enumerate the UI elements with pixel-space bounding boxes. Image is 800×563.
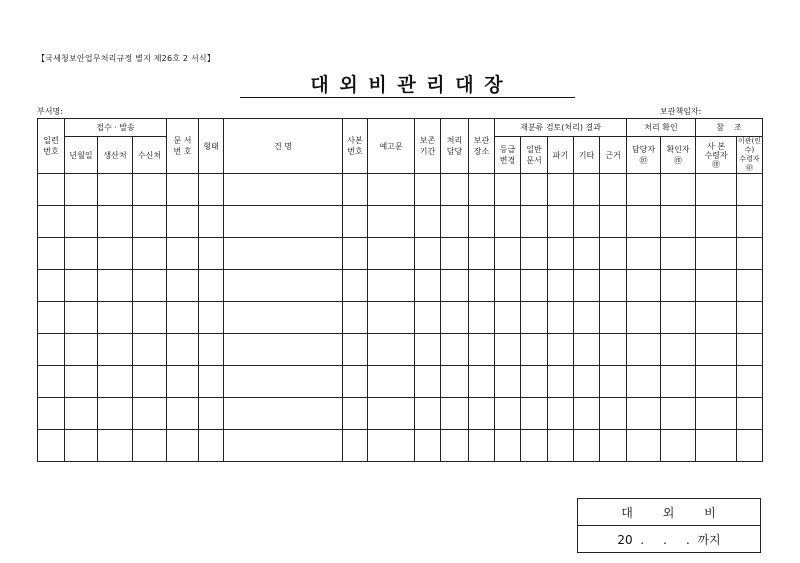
form-reference: 【국세청보안업무처리규정 별지 제26호 2 서식】 [37, 54, 216, 63]
register-cell[interactable] [133, 366, 167, 398]
register-cell[interactable] [133, 430, 167, 462]
register-cell[interactable] [521, 398, 548, 430]
register-cell[interactable] [521, 430, 548, 462]
register-cell[interactable] [574, 174, 600, 206]
register-cell[interactable] [167, 270, 199, 302]
register-row [38, 430, 763, 462]
register-cell[interactable] [415, 302, 441, 334]
register-cell[interactable] [548, 270, 574, 302]
register-cell[interactable] [661, 366, 696, 398]
register-cell[interactable] [495, 270, 521, 302]
register-cell[interactable] [368, 270, 415, 302]
register-cell[interactable] [469, 302, 495, 334]
register-cell[interactable] [696, 366, 737, 398]
register-cell[interactable] [495, 430, 521, 462]
register-cell[interactable] [600, 238, 627, 270]
register-cell[interactable] [98, 334, 133, 366]
register-cell[interactable] [167, 206, 199, 238]
register-cell[interactable] [521, 302, 548, 334]
register-cell[interactable] [224, 302, 343, 334]
register-cell[interactable] [133, 302, 167, 334]
register-cell[interactable] [65, 398, 98, 430]
col-group-receipt-dispatch: 접수 · 발송 [65, 119, 167, 137]
register-row [38, 398, 763, 430]
register-cell[interactable] [737, 334, 763, 366]
stamp-until-date[interactable]: 20 . . . 까지 [578, 526, 761, 553]
stamp-classification: 대 외 비 [578, 499, 761, 526]
register-cell[interactable] [627, 366, 661, 398]
register-cell[interactable] [661, 302, 696, 334]
register-cell[interactable] [495, 334, 521, 366]
register-cell[interactable] [224, 334, 343, 366]
register-cell[interactable] [98, 238, 133, 270]
register-cell[interactable] [343, 270, 368, 302]
register-cell[interactable] [38, 430, 65, 462]
register-cell[interactable] [627, 302, 661, 334]
register-cell[interactable] [661, 270, 696, 302]
register-cell[interactable] [495, 398, 521, 430]
col-producer: 생산처 [98, 137, 133, 174]
document-title: 대 외 비 관 리 대 장 [310, 74, 505, 96]
register-cell[interactable] [627, 398, 661, 430]
register-cell[interactable] [495, 366, 521, 398]
register-cell[interactable] [38, 174, 65, 206]
register-cell[interactable] [38, 334, 65, 366]
register-cell[interactable] [521, 174, 548, 206]
register-cell[interactable] [574, 206, 600, 238]
register-cell[interactable] [548, 174, 574, 206]
col-grade-change: 등급 변경 [495, 137, 521, 174]
register-cell[interactable] [548, 398, 574, 430]
register-cell[interactable] [199, 174, 224, 206]
register-cell[interactable] [415, 206, 441, 238]
register-cell[interactable] [600, 398, 627, 430]
register-cell[interactable] [441, 366, 469, 398]
register-cell[interactable] [495, 206, 521, 238]
register-cell[interactable] [133, 206, 167, 238]
register-cell[interactable] [343, 366, 368, 398]
register-cell[interactable] [737, 206, 763, 238]
col-date: 년월일 [65, 137, 98, 174]
register-cell[interactable] [627, 238, 661, 270]
col-destroy: 파기 [548, 137, 574, 174]
register-cell[interactable] [199, 270, 224, 302]
register-cell[interactable] [661, 174, 696, 206]
register-cell[interactable] [469, 366, 495, 398]
department-label: 부서명: [37, 107, 63, 116]
register-cell[interactable] [415, 238, 441, 270]
register-cell[interactable] [495, 238, 521, 270]
col-group-reclassification: 재분류 검토(처리) 결과 [495, 119, 627, 137]
register-cell[interactable] [368, 174, 415, 206]
register-cell[interactable] [65, 302, 98, 334]
register-cell[interactable] [600, 334, 627, 366]
register-cell[interactable] [343, 174, 368, 206]
col-storage-location: 보관 장소 [469, 119, 495, 174]
register-cell[interactable] [38, 238, 65, 270]
register-cell[interactable] [441, 238, 469, 270]
register-cell[interactable] [343, 430, 368, 462]
register-cell[interactable] [224, 238, 343, 270]
register-cell[interactable] [521, 334, 548, 366]
col-group-reference: 참 조 [696, 119, 763, 137]
register-cell[interactable] [737, 398, 763, 430]
col-copy-recipient: 사 본 수령자 ㊞ [696, 137, 737, 174]
register-cell[interactable] [661, 206, 696, 238]
register-cell[interactable] [696, 238, 737, 270]
register-cell[interactable] [495, 174, 521, 206]
register-cell[interactable] [441, 302, 469, 334]
col-general-document: 일반 문서 [521, 137, 548, 174]
register-cell[interactable] [343, 334, 368, 366]
register-cell[interactable] [441, 270, 469, 302]
register-cell[interactable] [521, 366, 548, 398]
register-cell[interactable] [98, 430, 133, 462]
register-cell[interactable] [368, 334, 415, 366]
register-cell[interactable] [343, 238, 368, 270]
register-cell[interactable] [368, 366, 415, 398]
register-cell[interactable] [133, 238, 167, 270]
register-cell[interactable] [696, 430, 737, 462]
register-row [38, 334, 763, 366]
register-cell[interactable] [469, 334, 495, 366]
register-cell[interactable] [469, 430, 495, 462]
register-row [38, 270, 763, 302]
col-other: 기타 [574, 137, 600, 174]
register-cell[interactable] [661, 334, 696, 366]
register-cell[interactable] [574, 398, 600, 430]
col-transfer-recipient: 이관(인수) 수령자 ㊞ [738, 137, 762, 172]
register-cell[interactable] [441, 206, 469, 238]
register-cell[interactable] [167, 174, 199, 206]
register-cell[interactable] [224, 398, 343, 430]
col-subject: 건 명 [224, 119, 343, 174]
register-cell[interactable] [548, 366, 574, 398]
register-cell[interactable] [574, 238, 600, 270]
register-cell[interactable] [574, 366, 600, 398]
register-cell[interactable] [368, 302, 415, 334]
register-cell[interactable] [600, 174, 627, 206]
register-cell[interactable] [65, 174, 98, 206]
register-cell[interactable] [368, 238, 415, 270]
col-confirmer: 확인자 ㊞ [661, 137, 696, 174]
register-cell[interactable] [38, 398, 65, 430]
register-cell[interactable] [469, 174, 495, 206]
register-cell[interactable] [98, 206, 133, 238]
register-cell[interactable] [133, 334, 167, 366]
register-cell[interactable] [368, 398, 415, 430]
register-cell[interactable] [441, 398, 469, 430]
register-cell[interactable] [343, 206, 368, 238]
col-group-processing-confirm: 처리 확인 [627, 119, 696, 137]
register-cell[interactable] [737, 430, 763, 462]
register-cell[interactable] [98, 270, 133, 302]
register-row [38, 206, 763, 238]
register-cell[interactable] [696, 398, 737, 430]
col-person-in-charge: 담당자 ㊞ [627, 137, 661, 174]
register-cell[interactable] [224, 366, 343, 398]
register-cell[interactable] [521, 270, 548, 302]
register-cell[interactable] [38, 366, 65, 398]
register-cell[interactable] [661, 238, 696, 270]
register-cell[interactable] [495, 302, 521, 334]
register-cell[interactable] [600, 302, 627, 334]
register-cell[interactable] [415, 270, 441, 302]
register-cell[interactable] [548, 334, 574, 366]
register-cell[interactable] [199, 238, 224, 270]
register-cell[interactable] [737, 270, 763, 302]
register-cell[interactable] [600, 206, 627, 238]
register-cell[interactable] [627, 206, 661, 238]
register-cell[interactable] [167, 430, 199, 462]
register-cell[interactable] [696, 334, 737, 366]
register-cell[interactable] [600, 270, 627, 302]
col-basis: 근거 [600, 137, 627, 174]
register-row [38, 174, 763, 206]
register-cell[interactable] [199, 334, 224, 366]
register-cell[interactable] [600, 430, 627, 462]
col-recipient: 수신처 [133, 137, 167, 174]
register-cell[interactable] [415, 398, 441, 430]
register-cell[interactable] [661, 398, 696, 430]
register-row [38, 302, 763, 334]
classification-stamp [577, 498, 761, 553]
register-cell[interactable] [167, 334, 199, 366]
register-cell[interactable] [98, 302, 133, 334]
register-cell[interactable] [368, 430, 415, 462]
register-cell[interactable] [38, 270, 65, 302]
register-cell[interactable] [696, 302, 737, 334]
register-cell[interactable] [600, 366, 627, 398]
register-cell[interactable] [167, 302, 199, 334]
register-cell[interactable] [65, 430, 98, 462]
register-cell[interactable] [696, 206, 737, 238]
register-cell[interactable] [415, 366, 441, 398]
register-cell[interactable] [696, 270, 737, 302]
register-cell[interactable] [521, 238, 548, 270]
register-cell[interactable] [38, 302, 65, 334]
register-cell[interactable] [548, 430, 574, 462]
register-cell[interactable] [199, 430, 224, 462]
register-cell[interactable] [548, 238, 574, 270]
register-cell[interactable] [224, 174, 343, 206]
register-cell[interactable] [98, 366, 133, 398]
register-cell[interactable] [737, 238, 763, 270]
register-cell[interactable] [441, 430, 469, 462]
register-cell[interactable] [65, 366, 98, 398]
register-cell[interactable] [737, 174, 763, 206]
register-cell[interactable] [199, 398, 224, 430]
register-cell[interactable] [574, 270, 600, 302]
register-cell[interactable] [167, 238, 199, 270]
register-cell[interactable] [343, 398, 368, 430]
register-cell[interactable] [343, 302, 368, 334]
register-cell[interactable] [737, 366, 763, 398]
register-cell[interactable] [415, 430, 441, 462]
register-cell[interactable] [469, 398, 495, 430]
col-serial-number: 일련 번호 [38, 119, 65, 174]
register-cell[interactable] [98, 174, 133, 206]
register-cell[interactable] [65, 334, 98, 366]
custodian-label: 보관책임자: [660, 107, 702, 116]
col-handler: 처리 담당 [441, 119, 469, 174]
register-cell[interactable] [627, 334, 661, 366]
register-cell[interactable] [574, 430, 600, 462]
register-cell[interactable] [441, 334, 469, 366]
register-cell[interactable] [737, 302, 763, 334]
register-cell[interactable] [133, 270, 167, 302]
col-form: 형태 [199, 119, 224, 174]
register-cell[interactable] [548, 206, 574, 238]
register-cell[interactable] [199, 302, 224, 334]
register-cell[interactable] [65, 270, 98, 302]
col-notice: 예고문 [368, 119, 415, 174]
register-cell[interactable] [415, 334, 441, 366]
register-cell[interactable] [224, 270, 343, 302]
register-cell[interactable] [224, 430, 343, 462]
register-cell[interactable] [469, 238, 495, 270]
register-cell[interactable] [199, 366, 224, 398]
register-cell[interactable] [627, 270, 661, 302]
register-cell[interactable] [133, 174, 167, 206]
col-copy-number: 사본 번호 [343, 119, 368, 174]
register-cell[interactable] [199, 206, 224, 238]
register-cell[interactable] [167, 398, 199, 430]
register-cell[interactable] [661, 430, 696, 462]
title-underline [240, 97, 575, 98]
register-cell[interactable] [627, 430, 661, 462]
register-cell[interactable] [469, 206, 495, 238]
register-cell[interactable] [469, 270, 495, 302]
register-cell[interactable] [133, 398, 167, 430]
register-cell[interactable] [98, 398, 133, 430]
register-cell[interactable] [368, 206, 415, 238]
col-retention-period: 보존 기간 [415, 119, 441, 174]
register-cell[interactable] [696, 174, 737, 206]
register-cell[interactable] [441, 174, 469, 206]
register-cell[interactable] [415, 174, 441, 206]
register-table [37, 118, 763, 462]
register-cell[interactable] [548, 302, 574, 334]
register-cell[interactable] [224, 206, 343, 238]
register-cell[interactable] [65, 238, 98, 270]
register-row [38, 238, 763, 270]
register-cell[interactable] [574, 334, 600, 366]
register-cell[interactable] [521, 206, 548, 238]
register-cell[interactable] [167, 366, 199, 398]
register-row [38, 366, 763, 398]
register-cell[interactable] [65, 206, 98, 238]
register-cell[interactable] [38, 206, 65, 238]
col-document-number: 문 서 번 호 [167, 119, 199, 174]
register-cell[interactable] [574, 302, 600, 334]
register-cell[interactable] [627, 174, 661, 206]
